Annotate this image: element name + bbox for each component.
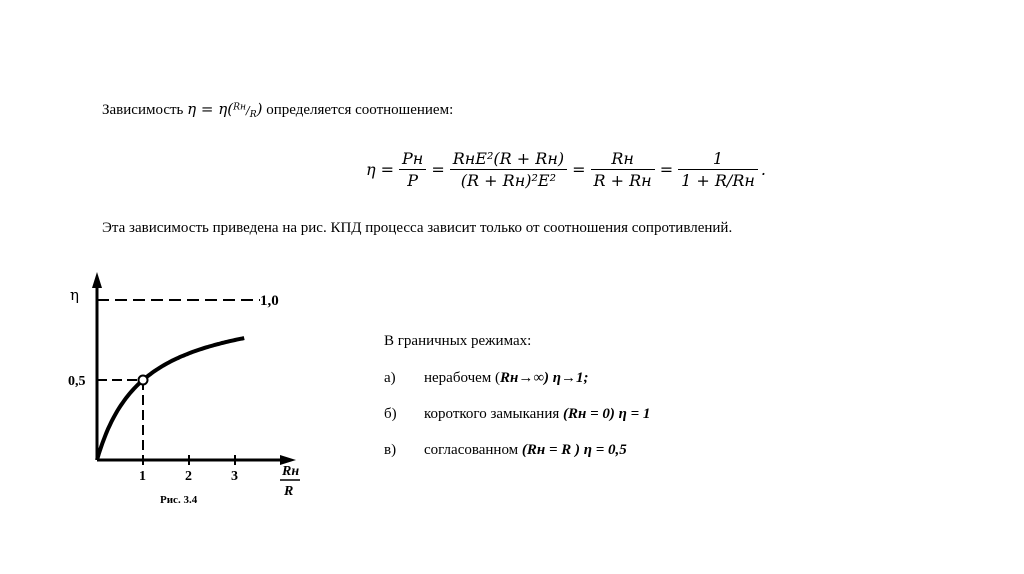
modes-title: В граничных режимах: — [384, 333, 532, 349]
eq-term-2 — [450, 149, 567, 190]
eq-term-1-den: P — [407, 171, 419, 190]
eq-term-4 — [678, 149, 758, 190]
intro-frac-num: Rн — [233, 101, 247, 113]
mode-item-b — [384, 406, 650, 423]
eq-term-2-den: (R + Rн)²E² — [460, 171, 556, 190]
x-tick-label: 2 — [185, 469, 192, 484]
y-tick-label-05: 0,5 — [68, 374, 86, 389]
intro-formula: η = η( — [187, 100, 234, 118]
half-efficiency-point — [139, 376, 148, 385]
eq-term-1-num: Pн — [399, 149, 426, 170]
mode-item-text: нерабочем ( — [424, 370, 501, 386]
eq-term-2-num: RнE²(R + Rн) — [450, 149, 567, 170]
mode-item-formula: Rн→∞) η→1; — [500, 370, 589, 386]
intro-prefix: Зависимость — [102, 102, 184, 118]
mode-item-label: а) — [384, 370, 396, 386]
y-axis-label: η — [70, 286, 79, 304]
mode-item-formula: (Rн = R ) η = 0,5 — [521, 442, 627, 458]
y-axis-arrow — [92, 272, 102, 288]
intro-frac: $^{Rн}/_R$ — [233, 101, 257, 121]
intro-line — [102, 100, 453, 120]
asymptote-label: 1,0 — [260, 293, 279, 309]
mode-item-formula: (Rн = 0) η = 1 — [563, 406, 651, 422]
efficiency-equation: η = $\frac{Pн}{P}$ = $\frac{\text{RнE²(R + Rн)}}{\text{(R + Rн)²E²}}$ = $\frac{Rн}{R + Rн}$ = $\frac{1}{1 + R/Rн}$ . — [366, 149, 766, 190]
figure-caption: Рис. 3.4 — [160, 494, 198, 505]
mode-item-text: согласованном — [424, 442, 522, 458]
mode-item-text: короткого замыкания — [424, 406, 564, 422]
eq-term-1 — [399, 149, 426, 190]
efficiency-graph — [60, 270, 320, 505]
x-axis-label-den: R — [284, 484, 294, 499]
x-axis-label-num: Rн — [282, 464, 300, 479]
eq-term-4-den: 1 + R/Rн — [681, 171, 755, 190]
mode-item-c — [384, 442, 627, 459]
eq-term-3 — [591, 149, 655, 190]
x-tick-label: 3 — [231, 469, 238, 484]
mode-item-label: в) — [384, 442, 397, 458]
eq-term-3-num: Rн — [591, 149, 655, 170]
eq-lhs: η — [366, 160, 376, 179]
intro-close: ) — [256, 100, 263, 118]
x-tick-label: 1 — [139, 469, 146, 484]
eq-term-3-den: R + Rн — [593, 171, 652, 190]
mode-item-a — [384, 370, 589, 387]
mode-item-label: б) — [384, 406, 397, 422]
paragraph: Эта зависимость приведена на рис. КПД процесса зависит только от соотношения сопротивлений. — [102, 220, 733, 236]
eq-term-4-num: 1 — [678, 149, 758, 170]
intro-frac-den: R — [249, 109, 257, 121]
intro-suffix: определяется соотношением: — [266, 102, 454, 118]
eq-end: . — [760, 160, 766, 179]
efficiency-curve — [97, 338, 244, 460]
